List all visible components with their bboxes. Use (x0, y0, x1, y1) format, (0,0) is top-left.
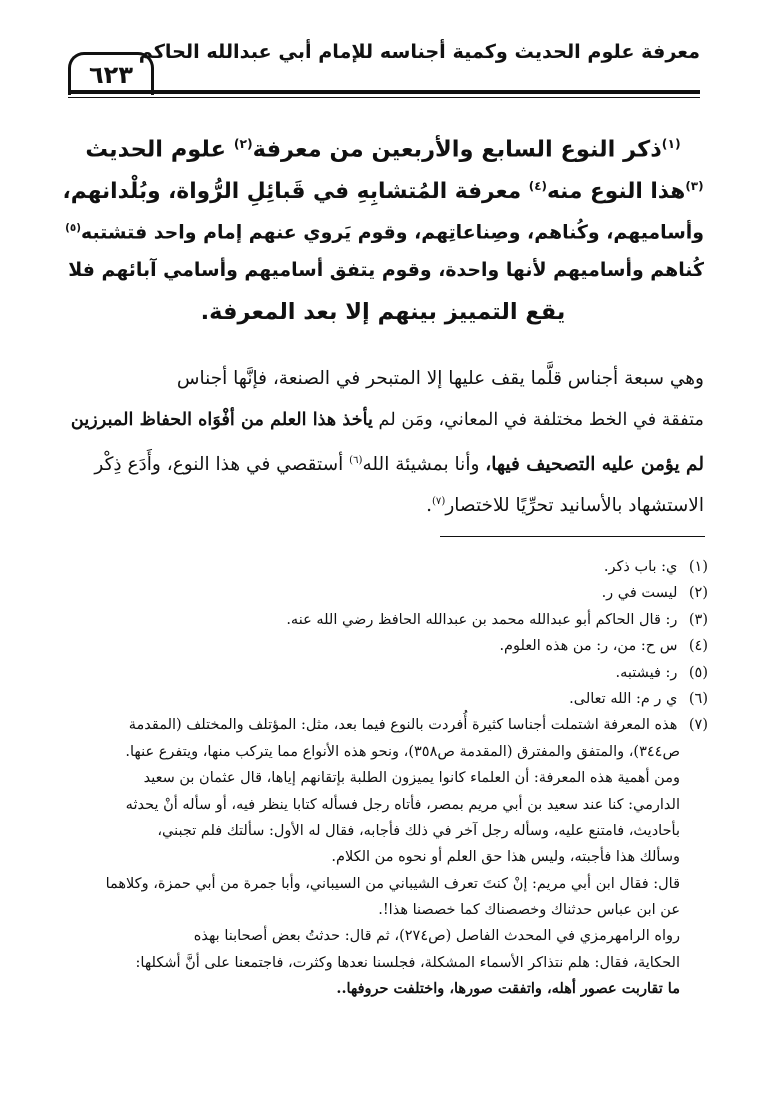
chapter-line-4: كُناهم وأساميهم لأنها واحدة، وقوم يتفق أساميهم وأسامي آبائهم فلا (68, 259, 704, 281)
footnote-ref: (٤) (528, 179, 547, 193)
footnote-7-line-8: عن ابن عباس حدثناك وخصصناك كما خصصنا هذا!. (378, 902, 680, 919)
footnote-text: س ح: من، ر: من هذه العلوم. (499, 638, 678, 655)
footnote-ref: (٣) (685, 179, 704, 193)
footnote-ref: (١) (661, 137, 681, 151)
footnote-marker: (٧) (688, 717, 708, 734)
header-rule-thin (68, 97, 700, 98)
header-rule-thick (68, 90, 700, 94)
footnote-ref: (٧) (431, 496, 446, 507)
body-line-4 (68, 481, 704, 522)
page-number: ٦٢٣ (89, 61, 133, 89)
footnote-marker: (٣) (688, 611, 708, 628)
body-line-1: وهي سبعة أجناس قلَّما يقف عليها إلا المتبحر في الصنعة، فإنَّها أجناس (176, 368, 704, 389)
page-number-frame (68, 52, 154, 95)
footnote-7-line-5: بأحاديث، فامتنع عليه، وسأله رجل آخر في ذلك فأجابه، فقال له الأول: سألتك فلم تجبني، (157, 822, 680, 839)
heading-text: وأساميهم، وكُناهم، وصِناعاتِهم، وقوم يَروي عنهم إمام واحد فتشتبه (81, 221, 704, 244)
footnote-7-line-2: ص٣٤٤)، والمتفق والمفترق (المقدمة ص٣٥٨)، ونحو هذه الأنواع مما يتركب منها، ويتفرع عنها. (125, 743, 680, 760)
footnote-7-line-6: وسألك هذا فأجبته، وليس هذا حق العلم أو نحوه من الكلام. (331, 849, 680, 866)
body-paragraph (68, 358, 704, 522)
heading-text: هذا النوع منه (546, 179, 686, 205)
footnote-ref: (٢) (233, 137, 253, 151)
footnote-ref: (٦) (349, 455, 363, 466)
footnote-text: ي: باب ذكر. (603, 559, 678, 575)
running-title: معرفة علوم الحديث وكمية أجناسه للإمام أبي عبدالله الحاكم (138, 40, 700, 63)
footnote-text: ليست في ر. (601, 585, 678, 602)
footnote-6 (62, 686, 708, 712)
footnote-marker: (٦) (688, 690, 708, 707)
body-bold-text: يأخذ هذا العلم من أفْوَاه الحفاظ المبرزين (70, 409, 373, 430)
footnote-separator (440, 536, 705, 537)
footnote-4 (62, 633, 708, 659)
body-text: وأنا بمشيئة الله (362, 454, 486, 476)
chapter-line-5: يقع التمييز بينهم إلا بعد المعرفة. (200, 299, 566, 325)
heading-text: علوم الحديث (85, 136, 234, 163)
footnote-7-line-4: الدارمي: كنا عند سعيد بن أبي مريم بمصر، فأتاه رجل فسأله كتابا ينظر فيه، أو سأله أنْ يحدثه (125, 796, 680, 813)
chapter-line-3 (62, 207, 704, 249)
footnote-marker: (٤) (688, 638, 708, 655)
footnote-7-line-9: رواه الرامهرمزي في المحدث الفاصل (ص٢٧٤)، ثم قال: حدثتُ بعض أصحابنا بهذه (193, 928, 680, 945)
footnote-7-line-10: الحكاية، فقال: هلم نتذاكر الأسماء المشكلة، فجلسنا نعدها وكثرت، فاجتمعنا على أنَّ أشكلها: (135, 954, 680, 971)
footnote-text: هذه المعرفة اشتملت أجناسا كثيرة أُفردت بالنوع فيما بعد، مثل: المؤتلف والمختلف (المقدمة (128, 717, 678, 734)
footnote-text: ي ر م: الله تعالى. (569, 690, 678, 707)
footnotes (62, 554, 708, 1003)
footnote-marker: (١) (688, 559, 708, 575)
footnote-7-line-11: ما تقاربت عصور أهله، واتفقت صورها، واختلفت حروفها.. (336, 980, 680, 998)
footnote-7-line-3: ومن أهمية هذه المعرفة: أن العلماء كانوا يميزون الطلبة بإتقانهم إياها، قال عثمان بن سعيد (143, 770, 680, 787)
footnote-2 (62, 580, 708, 606)
body-bold-text: لم يؤمن عليه التصحيف فيها، (485, 454, 704, 476)
footnote-text: ر: فيشتبه. (615, 664, 678, 681)
body-text: أستقصي في هذا النوع، وأَدَع ذِكْر (94, 454, 350, 476)
heading-text: ذكر النوع السابع والأربعين من معرفة (252, 136, 662, 163)
footnote-1 (62, 554, 708, 580)
footnote-5 (62, 660, 708, 686)
footnote-marker: (٢) (688, 585, 708, 602)
footnote-marker: (٥) (688, 664, 708, 681)
footnote-text: ر: قال الحاكم أبو عبدالله محمد بن عبدالله الحافظ رضي الله عنه. (286, 611, 678, 628)
footnote-3 (62, 607, 708, 633)
body-line-3 (68, 440, 704, 481)
footnote-ref: (٥) (65, 222, 82, 234)
body-text: . (426, 495, 432, 517)
chapter-line-1 (62, 123, 704, 165)
chapter-heading (62, 123, 704, 333)
body-text: الاستشهاد بالأسانيد تحرِّيًا للاختصار (445, 495, 704, 517)
footnote-7-line-1 (62, 712, 708, 738)
body-text: متفقة في الخط مختلفة في المعاني، ومَن لم (372, 410, 704, 430)
footnote-7-line-7: قال: فقال ابن أبي مريم: إنْ كنتَ تعرف الشيباني من السيباني، وأبا جمرة من أبي حمزة، وكلاهما (105, 875, 680, 892)
body-line-2 (68, 399, 704, 440)
chapter-line-2 (62, 165, 704, 207)
heading-text: معرفة المُتشابِهِ في قَبائِلِ الرُّواة، وبُلْدانهم، (62, 179, 529, 205)
